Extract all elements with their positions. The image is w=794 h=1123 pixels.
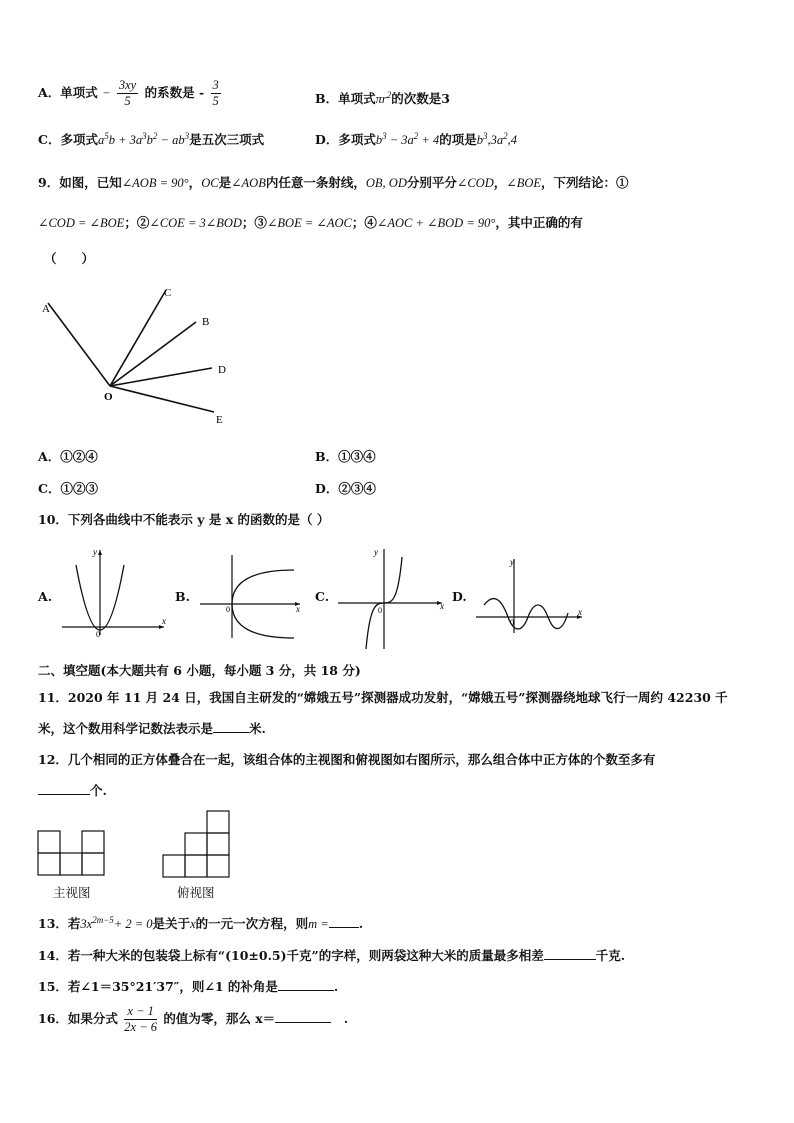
section-2-heading: 二、填空题(本大题共有 6 小题，每小题 3 分，共 18 分) bbox=[38, 663, 361, 678]
q10-label-a: A. bbox=[38, 589, 53, 604]
label-D: D bbox=[218, 364, 226, 376]
q8-optA-fraction: $\frac{3xy}{5}$ bbox=[118, 78, 137, 108]
svg-text:y: y bbox=[374, 547, 378, 557]
q10-label-c: C. bbox=[315, 589, 330, 604]
svg-text:x: x bbox=[296, 604, 300, 614]
q10-graph-a bbox=[60, 545, 170, 640]
q8-option-b: B．单项式$\pi r^2$的次数是3 bbox=[315, 89, 450, 106]
q15-line: 15．若∠1＝35°21′37″，则∠1 的补角是 . bbox=[38, 979, 339, 994]
label-B: B bbox=[202, 316, 210, 328]
q8-option-d: D．多项式$b^3 - 3a^2 + 4$的项是$b^3,3a^2,4$ bbox=[315, 130, 517, 147]
q14-answer-blank[interactable] bbox=[544, 947, 596, 960]
q12-line2: 个. bbox=[38, 781, 107, 799]
q10-graph-c bbox=[336, 545, 451, 650]
svg-text:x: x bbox=[578, 607, 582, 617]
svg-text:0: 0 bbox=[510, 618, 514, 627]
q8-optA-answer-fraction: $\frac{3}{5}$ bbox=[212, 78, 219, 108]
svg-text:x: x bbox=[440, 601, 444, 611]
q9-stem-line1: 9．如图，已知∠AOB = 90°，OC是∠AOB内任意一条射线，OB, OD分别平分∠COD，∠BOE，下列结论：① bbox=[38, 175, 629, 190]
svg-text:0: 0 bbox=[96, 630, 100, 639]
q10-graph-d bbox=[474, 555, 586, 635]
label-C: C bbox=[164, 287, 172, 299]
q9-option-b: B．①③④ bbox=[315, 449, 376, 464]
q9-option-c: C．①②③ bbox=[38, 481, 98, 496]
q12-top-caption: 俯视图 bbox=[177, 885, 215, 900]
q10-graph-b bbox=[196, 550, 306, 640]
label-E: E bbox=[216, 414, 223, 426]
q10-label-b: B. bbox=[175, 589, 190, 604]
svg-text:0: 0 bbox=[378, 606, 382, 615]
q9-angle-figure bbox=[36, 284, 236, 429]
q11-answer-blank[interactable] bbox=[213, 720, 249, 733]
svg-text:x: x bbox=[162, 616, 166, 626]
q10-stem: 10．下列各曲线中不能表示 y 是 x 的函数的是（ ） bbox=[38, 512, 330, 527]
q9-option-d: D．②③④ bbox=[315, 481, 376, 496]
q13-line: 13．若$3x^{2m-5}+ 2 = 0$是关于x的一元一次方程，则m = . bbox=[38, 914, 364, 931]
q16-fraction: $\frac{x - 1}{2x - 6}$ bbox=[124, 1004, 157, 1034]
q9-option-a: A．①②④ bbox=[38, 449, 98, 464]
q12-answer-blank[interactable] bbox=[38, 782, 90, 795]
svg-text:0: 0 bbox=[226, 605, 230, 614]
q12-top-view bbox=[161, 810, 235, 880]
q9-stem-line2: ∠COD = ∠BOE；②∠COE = 3∠BOD；③∠BOE = ∠AOC；④∠AOC + ∠BOD = 90°，其中正确的有 bbox=[38, 215, 583, 230]
q16-answer-blank[interactable] bbox=[275, 1010, 331, 1023]
q9-answer-paren: （ ） bbox=[44, 251, 95, 266]
q11-line1: 11．2020 年 11 月 24 日，我国自主研发的“嫦娥五号”探测器成功发射，“嫦娥五号”探测器绕地球飞行一周约 42230 千 bbox=[38, 690, 728, 705]
q8-option-a: A．单项式 − $\frac{3xy}{5}$ 的系数是 - $\frac{3}{5}$ bbox=[38, 78, 219, 108]
q16-line: 16．如果分式 $\frac{x - 1}{2x - 6}$ 的值为零，那么 x＝ . bbox=[38, 1004, 349, 1034]
q12-line1: 12．几个相同的正方体叠合在一起，该组合体的主视图和俯视图如右图所示，那么组合体中正方体的个数至多有 bbox=[38, 752, 656, 767]
svg-text:y: y bbox=[93, 547, 97, 557]
label-O: O bbox=[104, 391, 113, 403]
q12-front-caption: 主视图 bbox=[53, 885, 91, 900]
q12-front-view bbox=[37, 830, 109, 878]
q13-answer-blank[interactable] bbox=[329, 915, 359, 928]
q15-answer-blank[interactable] bbox=[278, 978, 334, 991]
svg-text:y: y bbox=[510, 557, 514, 567]
q10-label-d: D. bbox=[452, 589, 467, 604]
label-A: A bbox=[42, 303, 50, 315]
q8-option-c: C．多项式$a^5b + 3a^3b^2 - ab^3$是五次三项式 bbox=[38, 130, 265, 147]
q14-line: 14．若一种大米的包装袋上标有“(10±0.5)千克”的字样，则两袋这种大米的质量最多相差 千克. bbox=[38, 948, 626, 963]
q11-line2: 米，这个数用科学记数法表示是 米. bbox=[38, 721, 266, 736]
